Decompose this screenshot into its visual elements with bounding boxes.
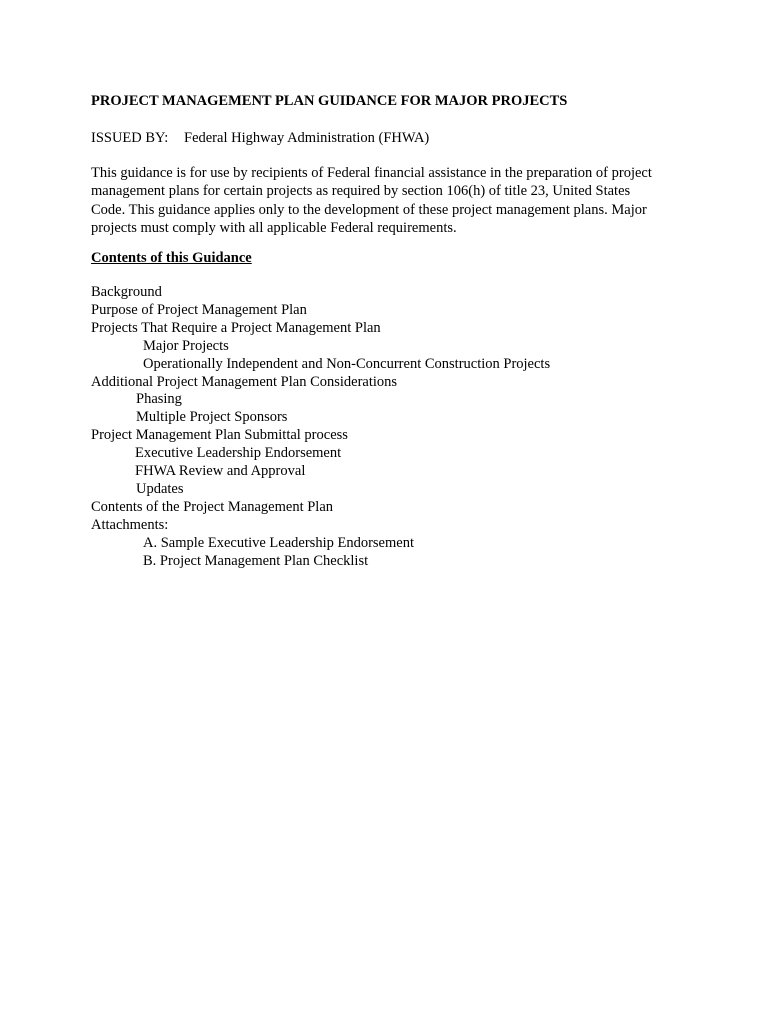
issued-by-line — [91, 128, 429, 148]
table-of-contents — [91, 284, 711, 571]
document-title: PROJECT MANAGEMENT PLAN GUIDANCE FOR MAJOR PROJECTS — [91, 93, 568, 109]
toc-item: Contents of the Project Management Plan — [91, 498, 334, 515]
toc-item: Purpose of Project Management Plan — [91, 301, 307, 318]
intro-line: This guidance is for use by recipients of Federal financial assistance in the preparation of project — [91, 165, 652, 181]
intro-line: Code. This guidance applies only to the development of these project management plans. Major — [91, 201, 647, 218]
intro-paragraph — [91, 164, 691, 237]
toc-item: Background — [91, 284, 162, 300]
toc-item: Multiple Project Sponsors — [136, 409, 288, 426]
toc-item: Operationally Independent and Non-Concurrent Construction Projects — [143, 355, 551, 372]
intro-line: management plans for certain projects as required by section 106(h) of title 23, United States — [91, 183, 631, 200]
toc-item: A. Sample Executive Leadership Endorsement — [143, 534, 414, 551]
contents-heading: Contents of this Guidance — [91, 250, 252, 266]
issued-by-label: ISSUED BY: — [91, 130, 169, 146]
toc-item: Executive Leadership Endorsement — [135, 445, 342, 462]
toc-item: FHWA Review and Approval — [135, 463, 306, 480]
toc-item: Additional Project Management Plan Considerations — [91, 373, 398, 390]
toc-item: Project Management Plan Submittal process — [91, 427, 348, 444]
toc-item: Updates — [136, 480, 184, 497]
toc-item: B. Project Management Plan Checklist — [143, 552, 369, 569]
issued-by-value: Federal Highway Administration (FHWA) — [184, 130, 430, 146]
toc-item: Phasing — [136, 391, 182, 408]
intro-line: projects must comply with all applicable Federal requirements. — [91, 219, 457, 236]
toc-item: Attachments: — [91, 516, 169, 533]
toc-item: Projects That Require a Project Management Plan — [91, 319, 381, 336]
toc-item: Major Projects — [143, 337, 229, 354]
